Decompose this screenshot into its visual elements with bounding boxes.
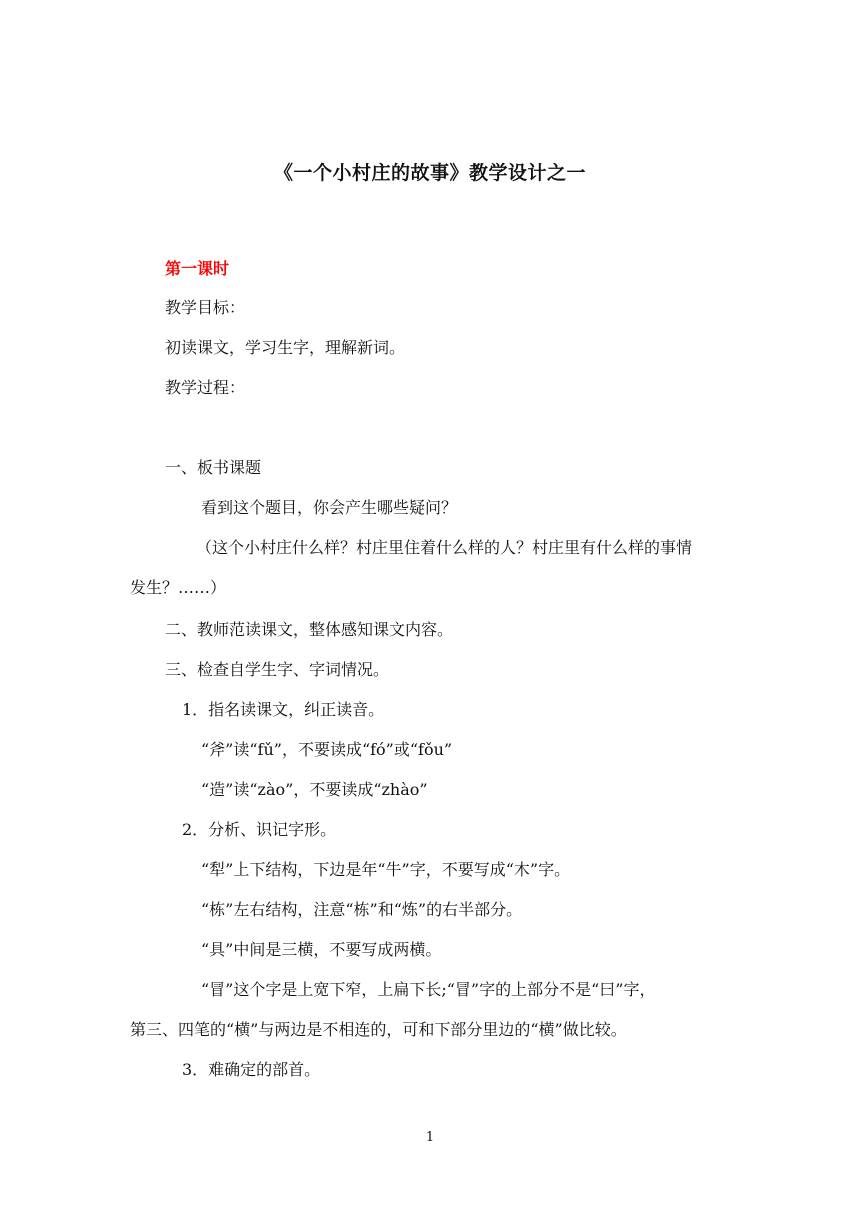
sub2-heading: 2．分析、识记字形。 — [182, 820, 337, 839]
sub2-item1: “犁”上下结构，下边是年“牛”字，不要写成“木”字。 — [201, 860, 571, 879]
sub2-item4-line1: “冒”这个字是上宽下窄，上扁下长;“冒”字的上部分不是“曰”字， — [201, 980, 656, 999]
sub1-item2: “造”读“zào”，不要读成“zhào” — [201, 780, 428, 799]
sub2-item2: “栋”左右结构，注意“栋”和“炼”的右半部分。 — [201, 900, 523, 919]
step3-heading: 三、检查自学生字、字词情况。 — [165, 660, 390, 679]
step2-heading: 二、教师范读课文，整体感知课文内容。 — [165, 620, 454, 639]
sub1-heading: 1．指名读课文，纠正读音。 — [182, 700, 385, 719]
page-number: 1 — [425, 1130, 435, 1145]
step1-answers-line1: （这个小村庄什么样？村庄里住着什么样的人？村庄里有什么样的事情 — [196, 538, 693, 557]
objectives-label: 教学目标： — [165, 298, 246, 317]
objectives-text: 初读课文，学习生字，理解新词。 — [165, 338, 406, 357]
document-title: 《一个小村庄的故事》教学设计之一 — [273, 162, 586, 184]
step1-question: 看到这个题目，你会产生哪些疑问？ — [201, 498, 458, 517]
process-label: 教学过程： — [165, 378, 246, 397]
sub2-item4-line2: 第三、四笔的“横”与两边是不相连的，可和下部分里边的“横”做比较。 — [130, 1020, 627, 1039]
step1-heading: 一、板书课题 — [165, 458, 262, 477]
lesson-heading: 第一课时 — [165, 259, 230, 278]
sub2-item3: “具”中间是三横，不要写成两横。 — [201, 940, 442, 959]
sub1-item1: “斧”读“fǔ”，不要读成“fó”或“fǒu” — [201, 740, 453, 759]
step1-answers-line2: 发生？……） — [130, 578, 227, 597]
sub3-heading: 3．难确定的部首。 — [182, 1060, 321, 1079]
